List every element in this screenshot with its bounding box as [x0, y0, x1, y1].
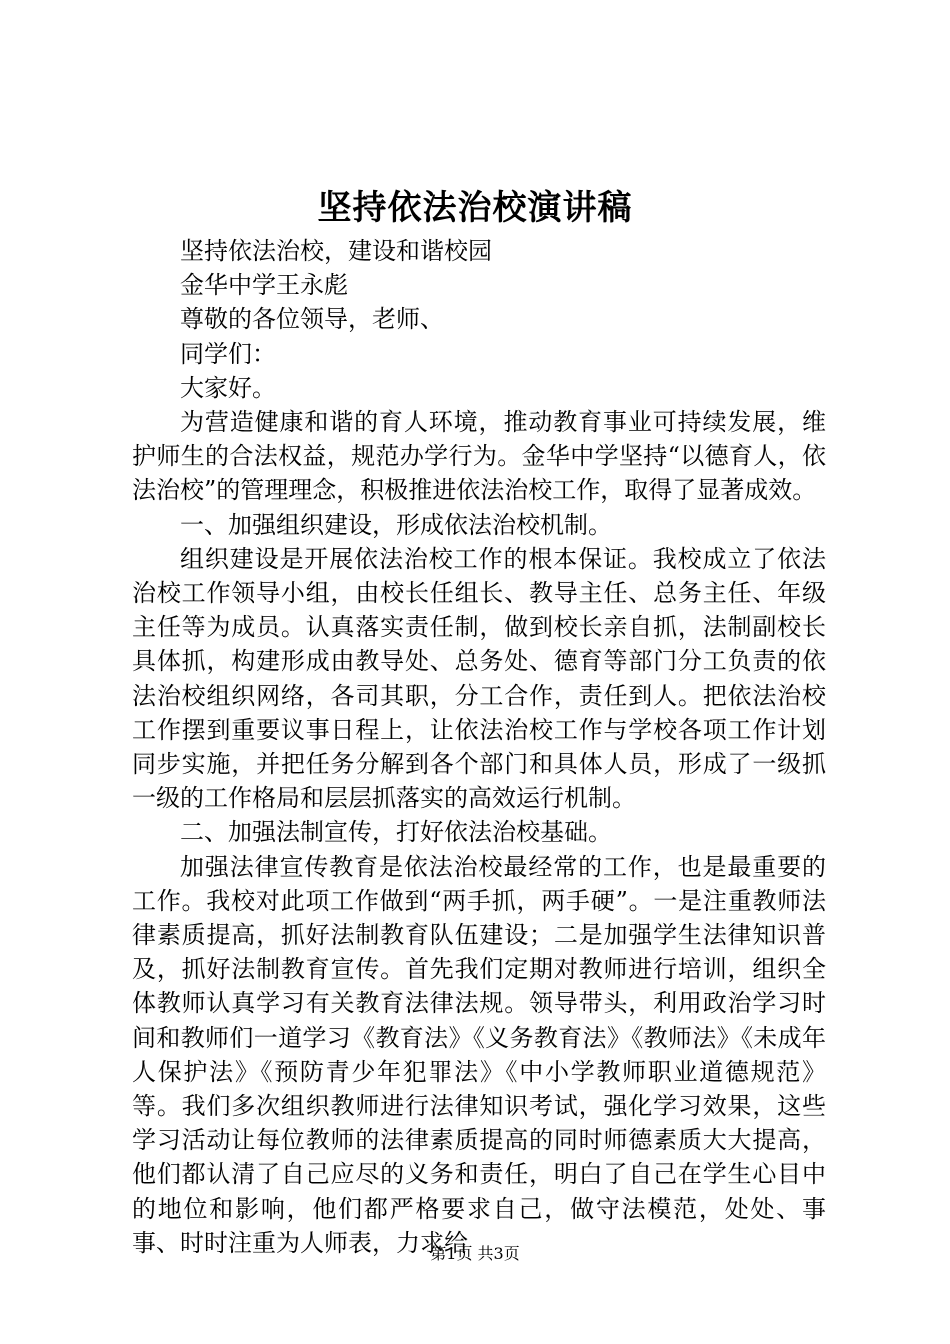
body-paragraph: 为营造健康和谐的育人环境，推动教育事业可持续发展，维护师生的合法权益，规范办学行为。金华中学坚持“以德育人，依法治校”的管理理念，积极推进依法治校工作，取得了显著成效。: [132, 408, 826, 505]
section-heading: 二、加强法制宣传，打好依法治校基础。: [180, 818, 612, 847]
document-body: [132, 234, 826, 1260]
salutation-line-2: 同学们：: [180, 339, 276, 368]
body-paragraph: 组织建设是开展依法治校工作的根本保证。我校成立了依法治校工作领导小组，由校长任组长、教导主任、总务主任、年级主任等为成员。认真落实责任制，做到校长亲自抓，法制副校长具体抓，构建形成由教导处、总务处、德育等部门分工负责的依法治校组织网络，各司其职，分工合作，责任到人。把依法治校工作摆到重要议事日程上，让依法治校工作与学校各项工作计划同步实施，并把任务分解到各个部门和具体人员，形成了一级抓一级的工作格局和层层抓落实的高效运行机制。: [132, 544, 826, 813]
body-paragraph: 加强法律宣传教育是依法治校最经常的工作，也是最重要的工作。我校对此项工作做到“两手抓，两手硬”。一是注重教师法律素质提高，抓好法制教育队伍建设；二是加强学生法律知识普及，抓好法制教育宣传。首先我们定期对教师进行培训，组织全体教师认真学习有关教育法律法规。领导带头，利用政治学习时间和教师们一道学习《教育法》《义务教育法》《教师法》《未成年人保护法》《预防青少年犯罪法》《中小学教师职业道德规范》等。我们多次组织教师进行法律知识考试，强化学习效果，这些学习活动让每位教师的法律素质提高的同时师德素质大大提高，他们都认清了自己应尽的义务和责任，明白了自己在学生心目中的地位和影响，他们都严格要求自己，做守法模范，处处、事事、时时注重为人师表，力求给: [132, 852, 826, 1257]
author-line: 金华中学王永彪: [180, 271, 348, 300]
document-title: 坚持依法治校演讲稿: [317, 188, 633, 228]
greeting-line: 大家好。: [180, 373, 276, 402]
subtitle-line: 坚持依法治校，建设和谐校园: [180, 237, 492, 265]
page-footer: 第1页 共3页: [430, 1244, 520, 1263]
section-heading: 一、加强组织建设，形成依法治校机制。: [180, 510, 612, 539]
salutation-line: 尊敬的各位领导，老师、: [180, 305, 444, 334]
